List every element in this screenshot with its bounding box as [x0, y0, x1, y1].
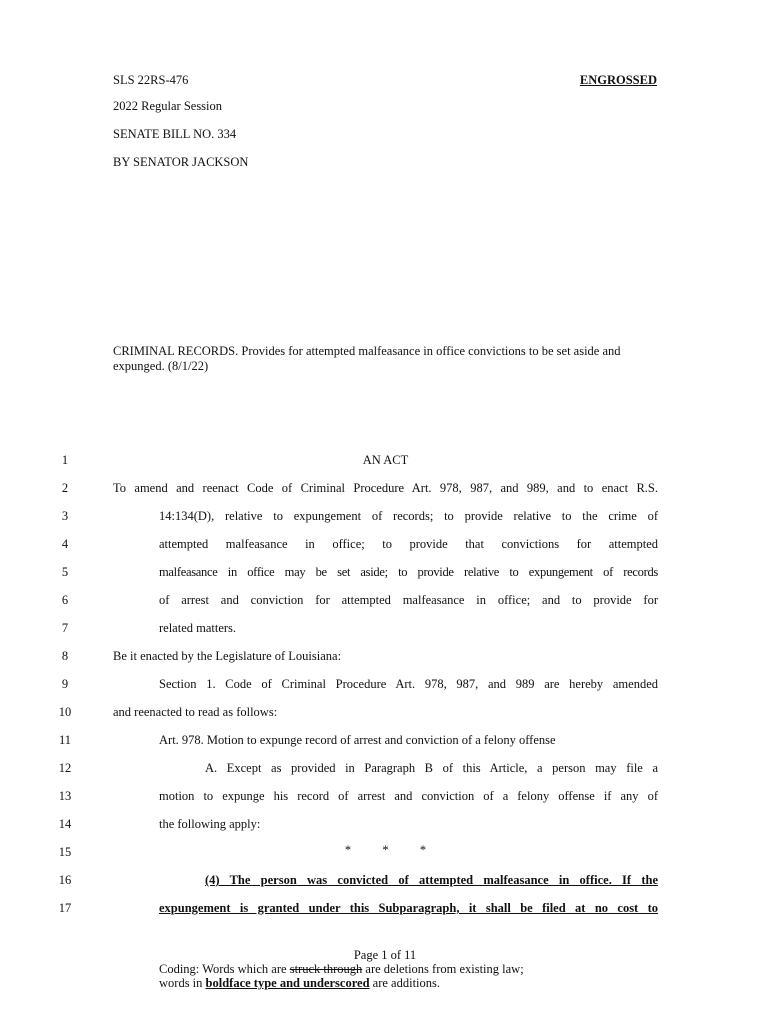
line-number: 2: [61, 481, 69, 495]
line-number: 15: [58, 845, 72, 859]
line-number: 13: [58, 789, 72, 803]
struck-example: struck through: [289, 962, 363, 976]
coding-line-1: [159, 962, 524, 976]
line-number: 3: [61, 509, 69, 523]
act-title: AN ACT: [362, 453, 409, 467]
line-number: 12: [58, 761, 72, 775]
line-text: malfeasance in office may be set aside; to provide relative to expungement of records: [159, 565, 658, 579]
line-number: 8: [61, 649, 69, 663]
added-text: expungement is granted under this Subparagraph, it shall be filed at no cost to: [159, 901, 658, 915]
bill-id: SLS 22RS-476: [113, 73, 189, 87]
article-heading: Art. 978. Motion to expunge record of arrest and conviction of a felony offense: [159, 733, 556, 747]
line-number: 7: [61, 621, 69, 635]
line-text: attempted malfeasance in office; to provide that convictions for attempted: [159, 537, 658, 551]
coding-line2-prefix: words in: [159, 976, 206, 990]
bill-author: BY SENATOR JACKSON: [113, 155, 249, 169]
bold-example: boldface type and underscored: [205, 976, 370, 990]
line-text: motion to expunge his record of arrest and conviction of a felony offense if any of: [159, 789, 658, 803]
coding-line-2: [159, 976, 524, 990]
added-text: (4) The person was convicted of attempted malfeasance in office. If the: [205, 873, 658, 887]
line-number: 16: [58, 873, 72, 887]
line-text: To amend and reenact Code of Criminal Procedure Art. 978, 987, and 989, and to enact R.S.: [113, 481, 658, 495]
line-number: 1: [61, 453, 69, 467]
line-text: the following apply:: [159, 817, 261, 831]
bill-number: SENATE BILL NO. 334: [113, 127, 237, 141]
coding-middle: are deletions from existing law;: [362, 962, 524, 976]
line-number: 6: [61, 593, 69, 607]
coding-legend: [159, 962, 524, 990]
line-number: 4: [61, 537, 69, 551]
bill-status: ENGROSSED: [579, 73, 657, 87]
session: 2022 Regular Session: [113, 99, 223, 113]
omission-asterisks: * * *: [344, 843, 427, 857]
line-text: of arrest and conviction for attempted malfeasance in office; and to provide for: [159, 593, 658, 607]
line-text: A. Except as provided in Paragraph B of this Article, a person may file a: [205, 761, 658, 775]
line-text: Section 1. Code of Criminal Procedure Art. 978, 987, and 989 are hereby amended: [159, 677, 658, 691]
bill-summary: CRIMINAL RECORDS. Provides for attempted malfeasance in office convictions to be set aside and expunged. (8/1/22): [113, 344, 621, 373]
line-number: 17: [58, 901, 72, 915]
line-text: 14:134(D), relative to expungement of records; to provide relative to the crime of: [159, 509, 658, 523]
page-number: Page 1 of 11: [353, 948, 417, 962]
line-number: 9: [61, 677, 69, 691]
line-number: 5: [61, 565, 69, 579]
line-text: related matters.: [159, 621, 237, 635]
line-text: Be it enacted by the Legislature of Louisiana:: [113, 649, 342, 663]
line-number: 14: [58, 817, 72, 831]
coding-prefix: Coding: Words which are: [159, 962, 290, 976]
coding-line2-suffix: are additions.: [369, 976, 441, 990]
line-number: 10: [58, 705, 72, 719]
line-text: and reenacted to read as follows:: [113, 705, 278, 719]
line-number: 11: [58, 733, 72, 747]
